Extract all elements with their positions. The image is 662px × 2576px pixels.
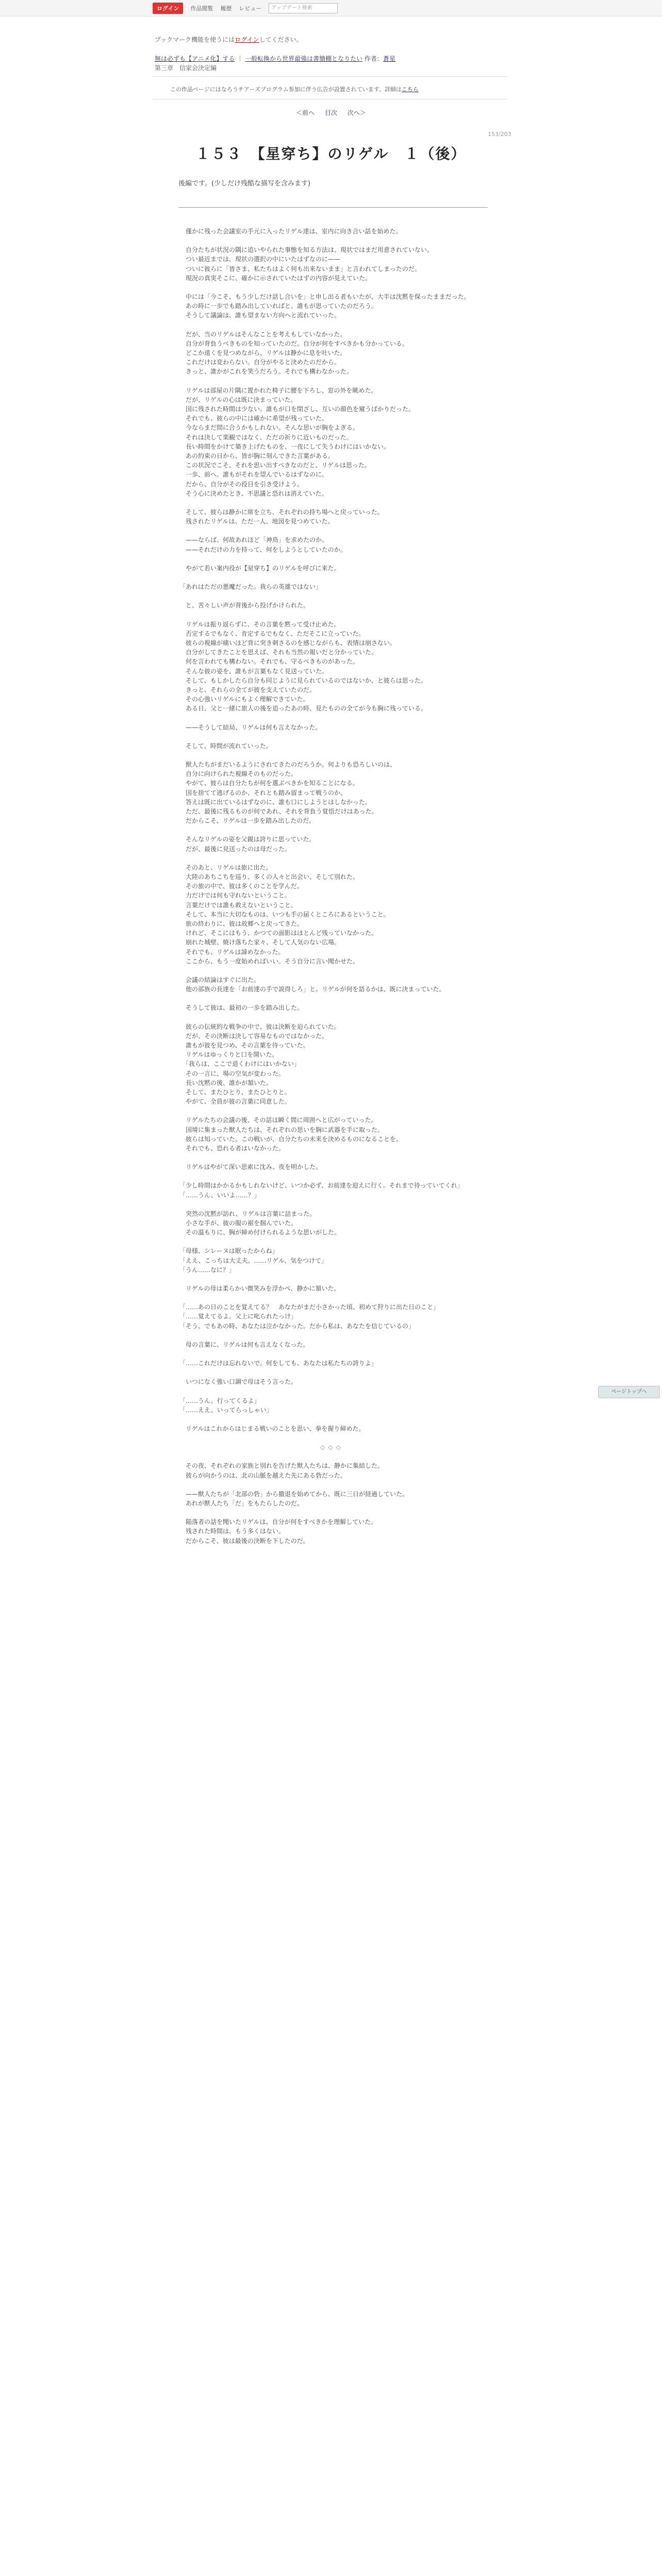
body-paragraph [179, 1153, 485, 1162]
body-paragraph: きっと、誰かがこれを笑うだろう。それでも構わなかった。 [179, 368, 353, 376]
body-paragraph: だが、最後に見送ったのは母だった。 [179, 845, 291, 853]
body-paragraph: その旅の中で、彼は多くのことを学んだ。 [179, 883, 303, 890]
body-paragraph [179, 994, 485, 1003]
body-paragraph: だが、リゲルの心は既に決まっていた。 [179, 396, 297, 403]
body-paragraph: 残された時間は、もう多くはない。 [179, 1528, 285, 1535]
chapter-body [179, 227, 485, 1546]
body-paragraph: リゲルはこれからはじまる戦いのことを思い、拳を握り締めた。 [179, 1425, 365, 1432]
body-paragraph: 崩れた城壁、焼け落ちた家々、そして人気のない広場。 [179, 939, 341, 946]
body-paragraph: だからこそ、彼は最後の決断を下したのだ。 [179, 1537, 309, 1545]
body-paragraph: あの時に一歩でも踏み出していればと、誰もが思っていたのだろう。 [179, 302, 378, 310]
body-paragraph: 「少し時間はかかるかもしれないけど、いつか必ず、お前達を迎えに行く。それまで待っていてくれ」 [179, 1182, 464, 1190]
body-paragraph: リゲルは部屋の片隅に置かれた椅子に腰を下ろし、窓の外を眺めた。 [179, 386, 377, 394]
body-paragraph: その心強いリゲルにもよく理解できていた。 [179, 696, 309, 703]
body-paragraph: と、苦々しい声が背後から投げかけられた。 [179, 602, 310, 609]
bookmark-login-notice: ブックマーク機能を使うにはログインしてください。 [155, 36, 303, 43]
body-paragraph: ——ならば、何故あれほど「神鳥」を求めたのか。 [179, 536, 328, 544]
body-paragraph: 他の部族の長達を「お前達の手で説得しろ」と。リゲルが何を語るかは、既に決まっていた。 [179, 986, 445, 993]
body-paragraph [179, 1293, 485, 1302]
body-paragraph [179, 1275, 485, 1284]
body-paragraph: 「……うん、いいよ……？」 [179, 1191, 260, 1199]
body-paragraph [179, 966, 485, 975]
body-paragraph: 母の言葉に、リゲルは何も言えなくなった。 [179, 1341, 309, 1348]
body-paragraph [179, 591, 485, 601]
body-paragraph: 会議の結論はすぐに出た。 [179, 976, 260, 984]
body-paragraph [179, 1480, 485, 1489]
preface-divider [178, 207, 488, 208]
body-paragraph: 「……ええ。いってらっしゃい」 [179, 1406, 273, 1414]
body-paragraph: 彼らの視線が痛いほど背に突き刺さるのを感じながらも、表情は崩さない。 [179, 639, 396, 647]
body-paragraph: 今ならまだ間に合うかもしれない。そんな思いが胸をよぎる。 [179, 424, 359, 432]
body-paragraph: その夜、それぞれの家族と別れを告げた獣人たちは、静かに集結した。 [179, 1462, 384, 1470]
body-paragraph [179, 1172, 485, 1181]
body-paragraph: そう心に決めたとき、不思議と恐れは消えていた。 [179, 489, 328, 497]
nav-link-history[interactable]: 履歴 [220, 5, 232, 12]
preface: 後編です。(少しだけ残酷な描写を含みます) [178, 180, 311, 188]
prev-link[interactable]: ＜前へ [296, 109, 315, 116]
body-paragraph: 国を捨てて逃げるのか、それとも踏み留まって戦うのか。 [179, 789, 347, 796]
body-paragraph: 「……覚えてるよ。父上に叱られたっけ」 [179, 1313, 297, 1320]
page-top-button[interactable]: ページトップへ [598, 1386, 660, 1398]
body-paragraph: 国に残された時間は少ない。誰もが口を閉ざし、互いの顔色を窺うばかりだった。 [179, 405, 415, 413]
series-link-2[interactable]: 一般転換から世界最強は書簡棚となりたい [245, 55, 363, 62]
body-paragraph: 長い時間をかけて築き上げたものを、一夜にして失うわけにはいかない。 [179, 443, 390, 450]
series-title: 無は必ずも【アニメ化】する ｜ 一般転換から世界最強は書簡棚となりたい 作者：蒼星 [155, 55, 395, 62]
body-paragraph [179, 498, 485, 507]
body-paragraph: だからこそ、リゲルは一歩を踏み出したのだ。 [179, 817, 316, 825]
pager [0, 108, 662, 117]
body-paragraph: これだけは変わらない。自分がやると決めたのだから。 [179, 359, 341, 366]
body-paragraph: そうして議論は、誰も望まない方向へと流れていった。 [179, 312, 341, 319]
chapter-label: 第三章 信家会決定編 [155, 64, 217, 72]
body-paragraph: この状況でこそ、それを思い出すべきなのだと、リゲルは思った。 [179, 462, 371, 469]
body-paragraph [179, 283, 485, 292]
next-link[interactable]: 次へ＞ [347, 109, 366, 116]
body-paragraph: あの約束の日から、皆が胸に刻んできた言葉がある。 [179, 452, 335, 460]
body-paragraph: 力だけでは何も守れないということ。 [179, 892, 291, 900]
body-paragraph [179, 1349, 485, 1359]
body-paragraph [179, 1387, 485, 1396]
body-paragraph: ただ、最後に残るものが何であれ、それを背負う覚悟だけはあった。 [179, 807, 378, 815]
global-header [0, 0, 662, 16]
body-paragraph: 「母様、シレーヌは眠ったからね」 [179, 1247, 278, 1255]
toc-link[interactable]: 目次 [324, 109, 337, 116]
body-paragraph: そして、もしかしたら自分も同じように見られているのではないか、と彼らは思った。 [179, 676, 427, 684]
body-paragraph: 言葉だけでは誰も救えないということ。 [179, 901, 297, 909]
body-paragraph [179, 554, 485, 564]
body-paragraph: ついに彼らに「皆さま、私たちはよく何も出来ないまま」と言われてしまったのだ。 [179, 265, 421, 273]
body-paragraph: 自分がしてきたことを思えば、それも当然の報いだと分かっていた。 [179, 649, 378, 656]
body-paragraph: いつになく強い口調で母はそう言った。 [179, 1378, 297, 1386]
body-paragraph: その温もりに、胸が締め付けられるような思いがした。 [179, 1229, 341, 1236]
body-paragraph: だから、自分がその役目を引き受けよう。 [179, 480, 304, 488]
body-paragraph: 現況の真実そこに、確かに示されていたはずの内容が見えていた。 [179, 274, 372, 282]
body-paragraph: そして、彼らは静かに席を立ち、それぞれの持ち場へと戻っていった。 [179, 509, 384, 516]
body-paragraph: やがて、全員が彼の言葉に同意した。 [179, 1098, 291, 1106]
body-paragraph: 自分に向けられた視線そのものだった。 [179, 770, 297, 778]
body-paragraph: やがて、彼らは自分たちが何を選ぶべきかを知ることになる。 [179, 779, 359, 787]
page-count: 153/203 [488, 131, 511, 138]
body-paragraph: 中には「今こそ、もう少しだけ話し合いを」と申し出る者もいたが、大半は沈黙を保ったままだった。 [179, 293, 470, 301]
body-paragraph: 「我らは、ここで退くわけにはいかない」 [179, 1060, 301, 1068]
body-paragraph: 「……これだけは忘れないで。何をしても、あなたは私たちの誇りよ」 [179, 1360, 377, 1367]
body-paragraph: 「うん……なに？」 [179, 1266, 236, 1274]
body-paragraph: 国境に集まった獣人たちは、それぞれの思いを胸に武器を手に取った。 [179, 1126, 384, 1133]
nav-link-review[interactable]: レビュー [239, 5, 262, 12]
body-paragraph: 答えは既に出ているはずなのに、誰も口にしようとはしなかった。 [179, 798, 372, 806]
body-paragraph: リゲルは振り返らずに、その言葉を黙って受け止めた。 [179, 620, 340, 628]
body-paragraph: ◇◇◇ [320, 1444, 344, 1451]
body-paragraph: つい最近までは、現状の選択の中にいたはずなのに—— [179, 256, 341, 263]
body-paragraph [179, 825, 485, 835]
body-paragraph: リゲルはやがて深い思索に沈み、夜を明かした。 [179, 1163, 322, 1171]
body-paragraph: そして、またひとり、またひとりと。 [179, 1089, 291, 1096]
nav-link-works[interactable]: 作品閲覧 [190, 5, 213, 12]
body-paragraph [179, 1452, 485, 1461]
body-paragraph: 「そう。でもあの時、あなたは泣かなかった。だから私は、あなたを信じているの」 [179, 1322, 415, 1330]
body-paragraph: リゲルの母は柔らかい微笑みを浮かべ、静かに頷いた。 [179, 1285, 340, 1293]
body-paragraph: ここから、もう一度始めればいい。そう自分に言い聞かせた。 [179, 957, 359, 965]
body-paragraph: けれど、そこにはもう、かつての面影はほとんど残っていなかった。 [179, 929, 378, 937]
body-paragraph [179, 732, 485, 741]
ad-notice: この作品ページにはなろうチアーズプログラム参加に伴う広告が設置されています。詳細はこちら [170, 86, 419, 93]
body-paragraph [179, 573, 485, 582]
login-button[interactable]: ログイン [153, 3, 183, 14]
body-paragraph: そんなリゲルの姿を父親は誇りに思っていた。 [179, 836, 316, 843]
body-paragraph: 彼らの伝統的な戦争の中で、彼は決断を迫られていた。 [179, 1023, 340, 1030]
body-paragraph: 自分たちが状況の隅に追いやられた事態を知る方法は、現状ではまだ用意されていない。 [179, 246, 434, 254]
body-paragraph: 旅の終わりに、彼は故郷へと戻ってきた。 [179, 920, 304, 927]
body-paragraph: 「あれはただの悪魔だった。我らの英雄ではない」 [179, 583, 322, 591]
body-paragraph: 突然の沈黙が訪れ、リゲルは言葉に詰まった。 [179, 1210, 316, 1217]
notice-login-link[interactable]: ログイン [235, 36, 259, 43]
body-paragraph: そして、本当に大切なものは、いつも手の届くところにあるということ。 [179, 910, 390, 918]
divider [153, 76, 507, 77]
body-paragraph: 陥落者の話を聞いたリゲルは、自分が何をすべきかを理解していた。 [179, 1518, 377, 1526]
body-paragraph: 長い沈黙の後、誰かが頷いた。 [179, 1079, 273, 1087]
body-paragraph: それでも、彼らの中には確かに希望が残っていた。 [179, 415, 328, 422]
body-paragraph: そうして彼は、最初の一歩を踏み出した。 [179, 1004, 304, 1012]
body-paragraph: リゲルはゆっくりと口を開いた。 [179, 1051, 278, 1059]
body-paragraph: やがて若い案内役が【星穿ち】のリゲルを呼びに来た。 [179, 564, 340, 572]
body-paragraph [179, 526, 485, 535]
body-paragraph: だが、当のリゲルはそんなことを考えもしていなかった。 [179, 330, 346, 338]
body-paragraph [179, 236, 485, 245]
body-paragraph: 残されたリゲルは、ただ一人、地図を見つめていた。 [179, 518, 334, 526]
body-paragraph: 彼らが向かうのは、北の山脈を越えた先にある砦だった。 [179, 1471, 347, 1479]
body-paragraph: そして、時間が流れていった。 [179, 742, 272, 750]
body-paragraph: それは決して楽観ではなく、ただの祈りに近いものだった。 [179, 433, 353, 441]
body-paragraph: 僅かに残った会議室の手元に入ったリゲル達は、室内に向き合い話を始めた。 [179, 228, 402, 235]
body-paragraph: どこか遠くを見つめながら、リゲルは静かに息を吐いた。 [179, 349, 346, 357]
body-paragraph [179, 1508, 485, 1517]
body-paragraph: ——そうして結局、リゲルは何も言えなかった。 [179, 723, 322, 731]
body-paragraph [179, 1013, 485, 1022]
body-paragraph: 「ええ、こっちは大丈夫。……リゲル、気をつけて」 [179, 1257, 328, 1264]
body-paragraph [179, 1368, 485, 1377]
body-paragraph: そんな彼の姿を、誰もが言葉もなく見送っていた。 [179, 667, 328, 675]
body-paragraph: それでも、恐れる者はいなかった。 [179, 1145, 285, 1153]
body-paragraph: ——獣人たちが「北部の砦」から撤退を始めてから、既に三日が経過していた。 [179, 1490, 409, 1498]
body-paragraph [179, 1415, 485, 1424]
body-paragraph: あれが獣人たち「だ」をもたらしたのだ。 [179, 1499, 304, 1507]
body-paragraph: 誰もが彼を見つめ、その言葉を待っていた。 [179, 1042, 309, 1049]
body-paragraph: 一歩、前へ。誰もがそれを望んでいるはずなのに。 [179, 471, 328, 479]
author-link[interactable]: 蒼星 [383, 55, 395, 62]
body-paragraph: ある日、父と一緒に旅人の後を追ったあの時、見たものの全てが今も胸に残っている。 [179, 705, 427, 713]
body-paragraph [179, 611, 485, 620]
body-paragraph: 大陸のあちこちを巡り、多くの人々と出会い、そして別れた。 [179, 873, 359, 880]
body-paragraph [179, 1200, 485, 1209]
body-paragraph: その一言に、場の空気が変わった。 [179, 1070, 285, 1077]
body-paragraph: 「……うん。行ってくるよ」 [179, 1397, 260, 1404]
body-paragraph [179, 1331, 485, 1340]
body-paragraph: きっと、それらの全てが彼を支えていたのだ。 [179, 686, 316, 693]
body-paragraph: だが、その決断は決して容易なものではなかった。 [179, 1032, 328, 1040]
body-paragraph: それでも、リゲルは諦めなかった。 [179, 948, 285, 956]
body-paragraph: 「……あの日のことを覚えてる？ あなたがまだ小さかった頃、初めて狩りに出た日のこと」 [179, 1303, 440, 1311]
body-paragraph [179, 1433, 485, 1443]
chapter-title: １５３ 【星穿ち】のリゲル １（後） [195, 145, 467, 162]
body-paragraph: 何を言われても構わない。それでも、守るべきものがあった。 [179, 658, 359, 666]
body-paragraph [179, 320, 485, 330]
ad-notice-link[interactable]: こちら [401, 86, 419, 93]
body-paragraph [179, 854, 485, 863]
body-paragraph [179, 714, 485, 723]
body-paragraph [179, 1237, 485, 1246]
body-paragraph: 彼らは知っていた。この戦いが、自分たちの未来を決めるものになることを。 [179, 1135, 403, 1143]
series-link-1[interactable]: 無は必ずも【アニメ化】する [155, 55, 235, 62]
body-paragraph: そのあと、リゲルは旅に出た。 [179, 863, 272, 871]
body-paragraph [179, 1106, 485, 1115]
body-paragraph: 自分が背負うべきものを知っていたのだ。自分が何をすべきかも分かっている。 [179, 340, 408, 347]
body-paragraph: ——それだけの力を持って、何をしようとしていたのか。 [179, 546, 346, 553]
search-input[interactable]: アップデート検索 [269, 3, 338, 13]
body-paragraph: 小さな手が、彼の服の裾を掴んでいた。 [179, 1219, 297, 1227]
body-paragraph: 獣人たちがまだいるようにされてきたのだろうか。何よりも恐ろしいのは、 [179, 760, 396, 768]
body-paragraph: リゲルたちの会議の後、その話は瞬く間に周囲へと広がっていった。 [179, 1116, 377, 1124]
body-paragraph [179, 751, 485, 760]
body-paragraph [179, 377, 485, 386]
body-paragraph: 否定するでもなく、肯定するでもなく、ただそこに立っていた。 [179, 630, 365, 637]
